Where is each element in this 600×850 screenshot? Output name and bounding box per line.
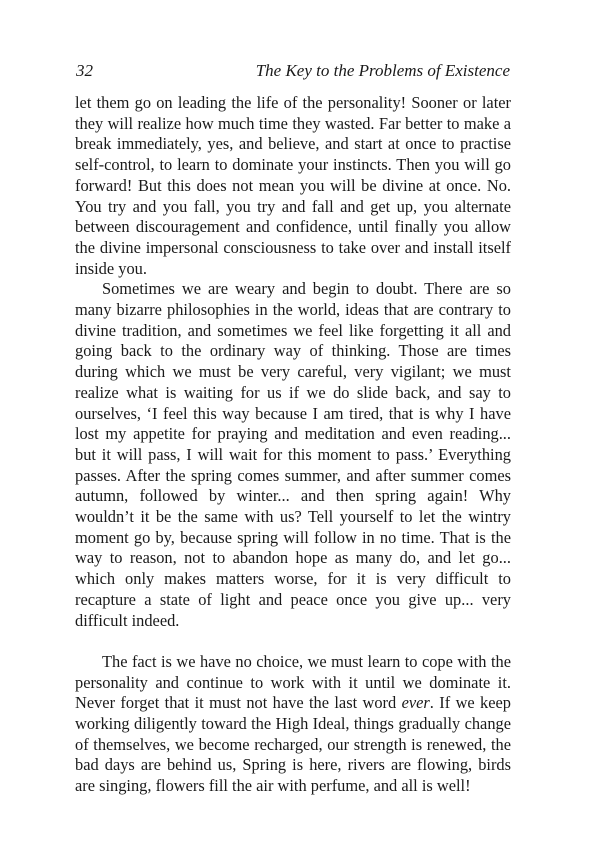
paragraph-3 [75,652,511,797]
paragraph-3-part-1: The fact is we have no choice, we must learn to cope with the personality and continue to work with it until we dominate it. Never forget that it must not have the last word [75,651,511,713]
body-text [75,93,511,797]
paragraph-3-part-2: . If we keep working diligently toward the High Ideal, things gradually change of themselves, we become recharged, our strength is renewed, the bad days are behind us, Spring is here, rivers are flowing, birds are singing, flowers fill the air with perfume, and all is well! [75,693,511,796]
page-number: 32 [76,61,93,80]
paragraph-2: Sometimes we are weary and begin to doubt. There are so many bizarre philosophies in the world, ideas that are contrary to divine tradition, and sometimes we feel like forgetting it all and going back to the ordinary way of thinking. Those are times during which we must be very careful, very vigilant; we must realize what is waiting for us if we do slide back, and say to ourselves, ‘I feel this way because I am tired, that is why I have lost my appetite for praying and meditation and even reading... but it will pass, I will wait for this moment to pass.’ Everything passes. After the spring comes summer, and after summer comes autumn, followed by winter... and then spring again! Why wouldn’t it be the same with us? Tell yourself to let the wintry moment go by, because spring will follow in no time. That is the way to reason, not to abandon hope as many do, and let go... which only makes matters worse, for it is very difficult to recapture a state of light and peace once you give up... very difficult indeed. [75,279,511,630]
running-head [76,59,510,83]
paragraph-3-emphasis: ever [401,693,430,713]
running-title: The Key to the Problems of Existence [255,61,510,80]
paragraph-1: let them go on leading the life of the personality! Sooner or later they will realize how much time they wasted. Far better to make a break immediately, yes, and believe, and start at once to practise self-control, to learn to dominate your instincts. Then you will go forward! But this does not mean you will be divine at once. No. You try and you fall, you try and fall and get up, you alternate between discouragement and confidence, until finally you allow the divine impersonal consciousness to take over and install itself inside you. [75,93,511,278]
